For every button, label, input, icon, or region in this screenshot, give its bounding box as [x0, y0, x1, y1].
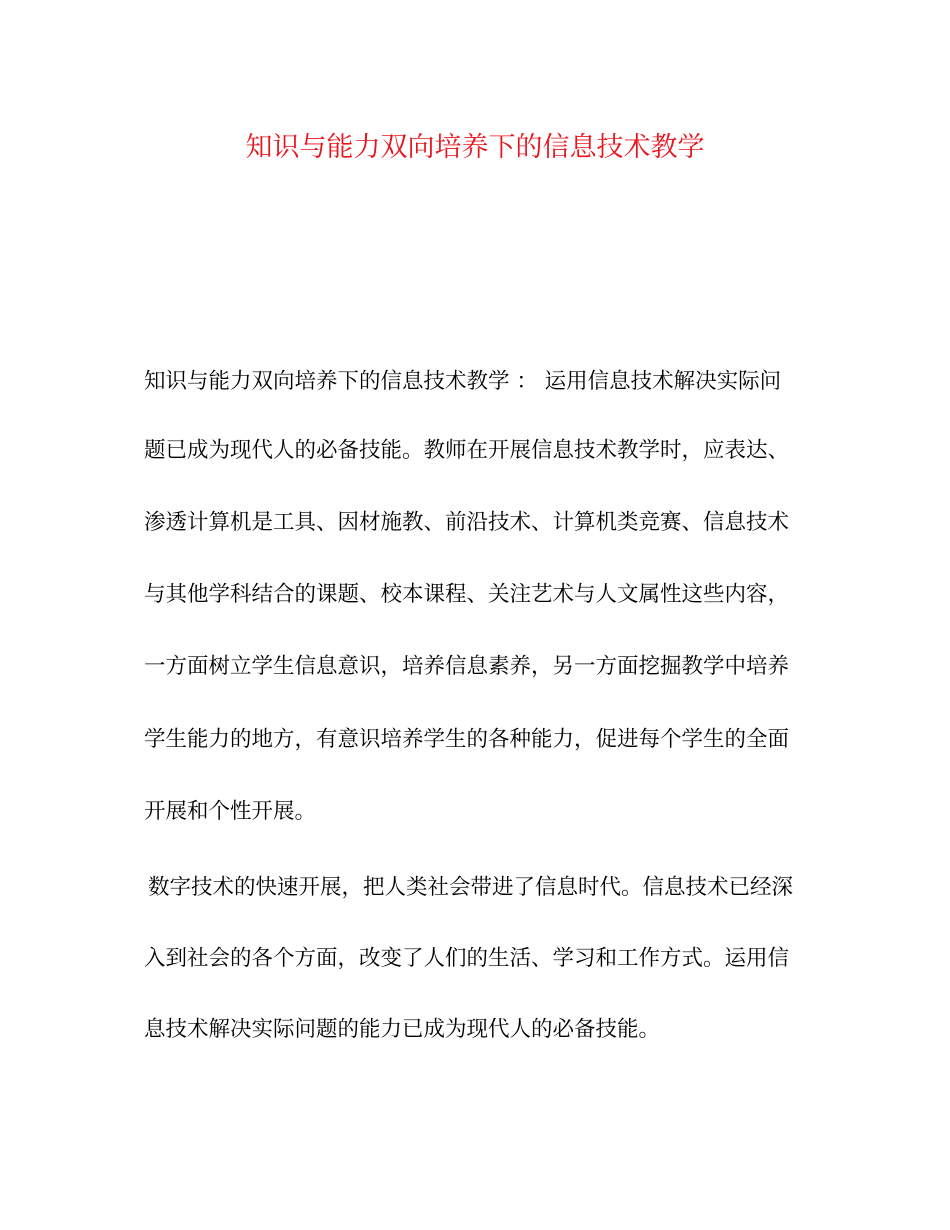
- paragraph-line: 渗透计算机是工具、因材施教、前沿技术、计算机类竞赛、信息技术: [144, 510, 790, 535]
- paragraph-line: 题已成为现代人的必备技能。教师在开展信息技术教学时，应表达、: [144, 438, 790, 463]
- document-title: 知识与能力双向培养下的信息技术教学: [245, 132, 705, 163]
- paragraph-line: 入到社会的各个方面，改变了人们的生活、学习和工作方式。运用信: [144, 946, 790, 971]
- paragraph-line: 与其他学科结合的课题、校本课程、关注艺术与人文属性这些内容，: [144, 582, 790, 607]
- paragraph-line: 数字技术的快速开展，把人类社会带进了信息时代。信息技术已经深: [148, 875, 794, 900]
- paragraph-line: 知识与能力双向培养下的信息技术教学 ： 运用信息技术解决实际问: [144, 369, 782, 394]
- paragraph-line: 学生能力的地方，有意识培养学生的各种能力，促进每个学生的全面: [144, 727, 790, 752]
- paragraph-line: 息技术解决实际问题的能力已成为现代人的必备技能。: [144, 1017, 661, 1042]
- paragraph-line: 开展和个性开展。: [144, 799, 317, 824]
- paragraph-line: 一方面树立学生信息意识，培养信息素养，另一方面挖掘教学中培养: [144, 654, 790, 679]
